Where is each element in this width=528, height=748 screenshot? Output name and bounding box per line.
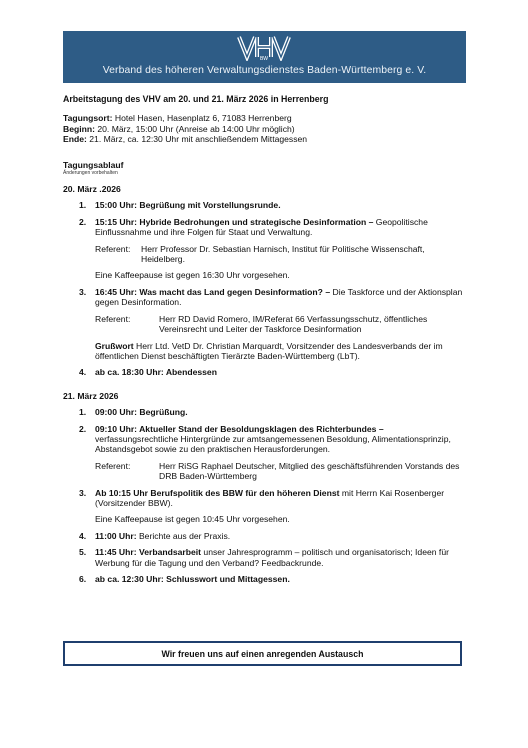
closing-box <box>63 641 462 666</box>
vhv-logo <box>63 35 466 61</box>
end-line: Ende: 21. März, ca. 12:30 Uhr mit anschließendem Mittagessen <box>63 134 308 145</box>
agenda-item: 2. 15:15 Uhr: Hybride Bedrohungen und strategische Desinformation – Geopolitische Einflussnahme und ihre Folgen für Staat und Verwaltung. Referent: Herr Professor Dr. Sebastian Harnisch, Institut für Politische Wissenschaft, Heidelberg. Eine Kaffeepause ist gegen 16:30 Uhr vorgesehen. <box>63 217 466 281</box>
agenda-item: 6. ab ca. 12:30 Uhr: Schlusswort und Mittagessen. <box>79 574 290 584</box>
break-note: Eine Kaffeepause ist gegen 10:45 Uhr vorgesehen. <box>95 514 290 525</box>
speaker-line: Referent: Herr RD David Romero, IM/Referat 66 Verfassungsschutz, öffentliches Vereinsrecht und Leiter der Taskforce Desinformation <box>95 313 428 335</box>
agenda-item: 4. 11:00 Uhr: Berichte aus der Praxis. <box>79 530 231 541</box>
speaker-line: Referent: Herr Professor Dr. Sebastian Harnisch, Institut für Politische Wissenschaft, Heidelberg. <box>95 243 425 265</box>
day1-agenda <box>63 200 466 377</box>
day1-heading: 20. März .2026 <box>63 184 121 195</box>
day2-agenda <box>63 407 466 584</box>
start-line: Beginn: 20. März, 15:00 Uhr (Anreise ab 14:00 Uhr möglich) <box>63 123 295 134</box>
agenda-item: 3. Ab 10:15 Uhr Berufspolitik des BBW für den höheren Dienst mit Herrn Kai Rosenberger (Vorsitzender BBW). Eine Kaffeepause ist gegen 10:45 Uhr vorgesehen. <box>63 488 466 525</box>
document-title: Arbeitstagung des VHV am 20. und 21. März 2026 in Herrenberg <box>63 94 329 104</box>
greeting-line: Grußwort Herr Ltd. VetD Dr. Christian Marquardt, Vorsitzender des Landesverbands der im öffentlichen Dienst beschäftigten Tierärzte Baden-Württemberg (LbT). <box>95 340 443 361</box>
agenda-item: 4. ab ca. 18:30 Uhr: Abendessen <box>79 367 217 378</box>
agenda-item: 3. 16:45 Uhr: Was macht das Land gegen Desinformation? – Die Taskforce und der Aktionsplan gegen Desinformation. Referent: Herr RD David Romero, IM/Referat 66 Verfassungsschutz, öffentliches Vereinsrecht und Leiter der Taskforce Desinformation Grußwort Herr Ltd. VetD Dr. Christian Marquardt, Vorsitzender des Landesverbands der im öffentlichen Dienst beschäftigten Tierärzte Baden-Württemberg (LbT). <box>63 287 466 361</box>
header-banner <box>63 31 466 83</box>
day2-heading: 21. März 2026 <box>63 390 119 401</box>
speaker-line: Referent: Herr RiSG Raphael Deutscher, Mitglied des geschäftsführenden Vorstands des DRB Baden-Württemberg <box>95 460 460 482</box>
association-name: Verband des höheren Verwaltungsdienstes Baden-Württemberg e. V. <box>102 65 427 76</box>
agenda-item: 1. 15:00 Uhr: Begrüßung mit Vorstellungsrunde. <box>79 200 281 211</box>
schedule-heading: Tagungsablauf <box>63 159 124 170</box>
closing-text: Wir freuen uns auf einen anregenden Austausch <box>161 648 364 659</box>
event-details <box>63 113 466 144</box>
document-body <box>63 94 466 584</box>
agenda-item: 2. 09:10 Uhr: Aktueller Stand der Besoldungsklagen des Richterbundes – verfassungsrechtliche Hintergründe zur amtsangemessenen Besoldung, Alimentationsprinzip, Abstandsgebot sowie zu den praktischen Herausforderungen. Referent: Herr RiSG Raphael Deutscher, Mitglied des geschäftsführenden Vorstands des DRB Baden-Württemberg <box>63 424 466 482</box>
agenda-item: 1. 09:00 Uhr: Begrüßung. <box>79 407 188 418</box>
venue-line: Tagungsort: Hotel Hasen, Hasenplatz 6, 71083 Herrenberg <box>63 113 292 124</box>
schedule-note: Änderungen vorbehalten <box>63 170 118 177</box>
break-note: Eine Kaffeepause ist gegen 16:30 Uhr vorgesehen. <box>95 270 290 281</box>
agenda-item: 5. 11:45 Uhr: Verbandsarbeit unser Jahresprogramm – politisch und organisatorisch; Ideen für Werbung für die Tagung und den Verband? Feedbackrunde. <box>79 547 449 568</box>
logo-sub: BW <box>259 56 268 61</box>
